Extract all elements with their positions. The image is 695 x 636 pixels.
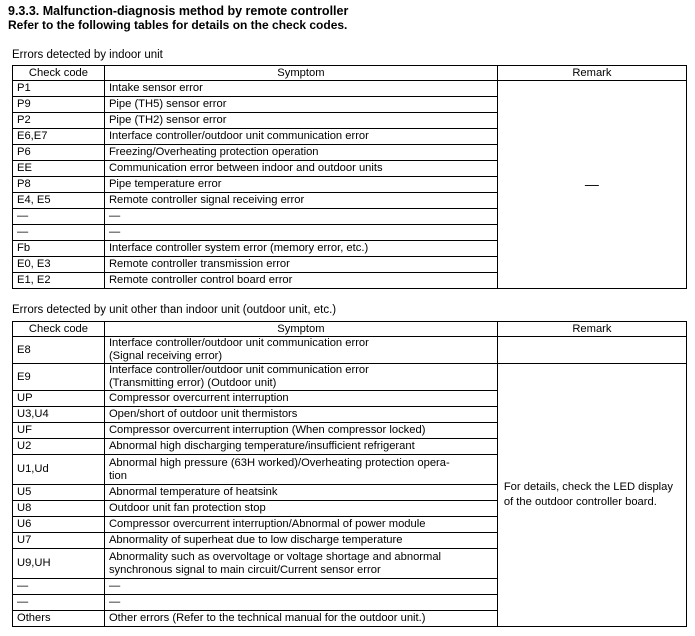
symptom: Interface controller system error (memory error, etc.) (104, 241, 497, 257)
symptom-line: (Signal receiving error) (108, 350, 223, 362)
remark-cell: — (497, 81, 686, 289)
check-code: P2 (13, 113, 105, 129)
remark-cell: For details, check the LED display of the outdoor controller board. (497, 364, 686, 627)
symptom (104, 455, 497, 485)
header-check-code: Check code (13, 322, 105, 337)
table1-caption: Errors detected by indoor unit (12, 49, 163, 61)
symptom (104, 337, 497, 364)
check-code: UP (13, 391, 105, 407)
check-code: E6,E7 (13, 129, 105, 145)
symptom: Remote controller signal receiving error (104, 193, 497, 209)
remark-cell-empty (497, 337, 686, 364)
check-code: UF (13, 423, 105, 439)
section-subtitle: Refer to the following tables for details on the check codes. (8, 18, 348, 32)
symptom: Pipe (TH5) sensor error (104, 97, 497, 113)
section-title: 9.3.3. Malfunction-diagnosis method by remote controller (8, 4, 349, 18)
symptom-line: (Transmitting error) (Outdoor unit) (108, 377, 277, 389)
outdoor-error-table (12, 321, 687, 627)
symptom: Freezing/Overheating protection operation (104, 145, 497, 161)
symptom-line: Abnormality such as overvoltage or voltage shortage and abnormal (108, 550, 442, 563)
symptom: Open/short of outdoor unit thermistors (104, 407, 497, 423)
check-code: E1, E2 (13, 273, 105, 289)
check-code: — (13, 209, 105, 225)
check-code: U9,UH (13, 549, 105, 579)
check-code: P8 (13, 177, 105, 193)
symptom-line: tion (108, 469, 127, 482)
check-code: U5 (13, 485, 105, 501)
check-code: P1 (13, 81, 105, 97)
symptom: Remote controller control board error (104, 273, 497, 289)
indoor-error-table (12, 65, 687, 289)
table-header-row (13, 322, 687, 337)
symptom (104, 364, 497, 391)
header-symptom: Symptom (104, 322, 497, 337)
symptom: — (104, 209, 497, 225)
symptom: Other errors (Refer to the technical manual for the outdoor unit.) (104, 611, 497, 627)
check-code: U1,Ud (13, 455, 105, 485)
table-row (13, 364, 687, 391)
check-code: U3,U4 (13, 407, 105, 423)
symptom: Compressor overcurrent interruption (104, 391, 497, 407)
table-row (13, 337, 687, 364)
symptom: — (104, 579, 497, 595)
table-header-row (13, 66, 687, 81)
symptom: Abnormal temperature of heatsink (104, 485, 497, 501)
check-code: — (13, 595, 105, 611)
table-row (13, 81, 687, 97)
check-code: U7 (13, 533, 105, 549)
symptom: Outdoor unit fan protection stop (104, 501, 497, 517)
header-check-code: Check code (13, 66, 105, 81)
symptom: Pipe (TH2) sensor error (104, 113, 497, 129)
symptom: Compressor overcurrent interruption/Abnormal of power module (104, 517, 497, 533)
symptom: Remote controller transmission error (104, 257, 497, 273)
symptom: Intake sensor error (104, 81, 497, 97)
check-code: U6 (13, 517, 105, 533)
symptom (104, 549, 497, 579)
symptom: Communication error between indoor and outdoor units (104, 161, 497, 177)
check-code: U8 (13, 501, 105, 517)
header-remark: Remark (497, 66, 686, 81)
check-code: P9 (13, 97, 105, 113)
header-remark: Remark (497, 322, 686, 337)
symptom-line: Abnormal high pressure (63H worked)/Overheating protection opera- (108, 456, 450, 469)
header-symptom: Symptom (104, 66, 497, 81)
symptom: Abnormal high discharging temperature/insufficient refrigerant (104, 439, 497, 455)
check-code: E9 (13, 364, 105, 391)
check-code: EE (13, 161, 105, 177)
symptom-line: Interface controller/outdoor unit communication error (108, 364, 369, 377)
symptom: Pipe temperature error (104, 177, 497, 193)
symptom: — (104, 595, 497, 611)
symptom: Interface controller/outdoor unit communication error (104, 129, 497, 145)
check-code: U2 (13, 439, 105, 455)
check-code: P6 (13, 145, 105, 161)
check-code: E0, E3 (13, 257, 105, 273)
check-code: E8 (13, 337, 105, 364)
table2-caption: Errors detected by unit other than indoor unit (outdoor unit, etc.) (12, 304, 337, 316)
check-code: Others (13, 611, 105, 627)
symptom-line: Interface controller/outdoor unit communication error (108, 337, 369, 350)
check-code: — (13, 579, 105, 595)
check-code: Fb (13, 241, 105, 257)
symptom: — (104, 225, 497, 241)
symptom: Abnormality of superheat due to low discharge temperature (104, 533, 497, 549)
check-code: — (13, 225, 105, 241)
symptom: Compressor overcurrent interruption (When compressor locked) (104, 423, 497, 439)
symptom-line: synchronous signal to main circuit/Current sensor error (108, 563, 381, 576)
check-code: E4, E5 (13, 193, 105, 209)
